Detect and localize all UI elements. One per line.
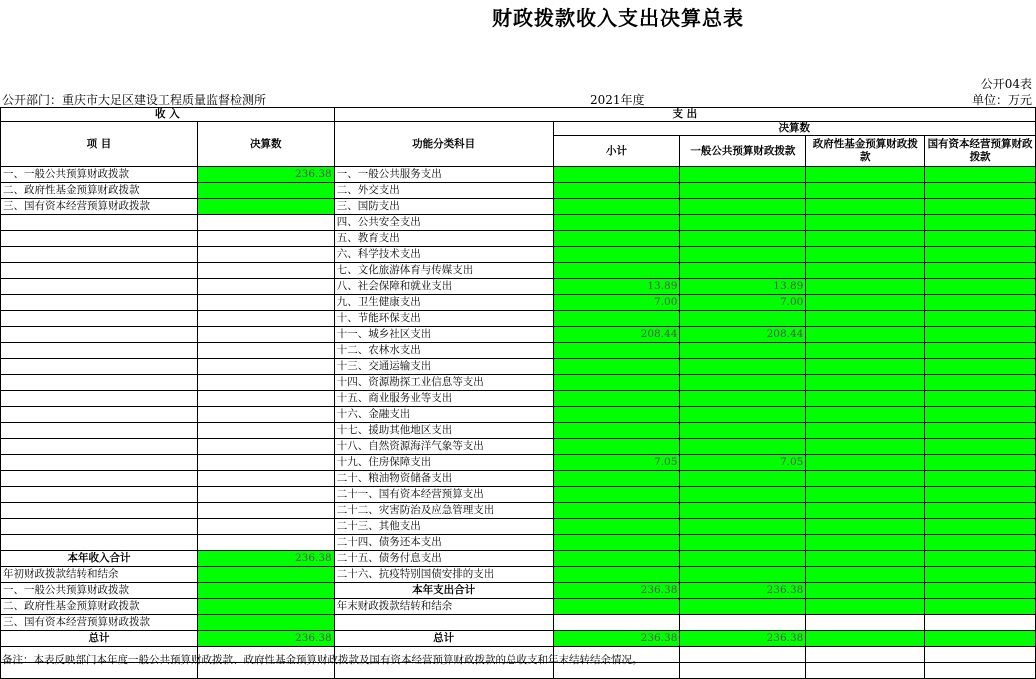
- ending-balance-label: 年末财政拨款结转和结余: [334, 599, 553, 615]
- expense-state-capital: [925, 519, 1036, 535]
- beginning-balance-label: 年初财政拨款结转和结余: [1, 567, 198, 583]
- expense-total-label: 本年支出合计: [334, 583, 553, 599]
- income-empty: [197, 471, 334, 487]
- income-empty: [1, 423, 198, 439]
- expense-state-capital: [925, 567, 1036, 583]
- expense-general: [680, 391, 806, 407]
- expense-gov-fund: [806, 327, 925, 343]
- income-empty: [1, 311, 198, 327]
- budget-table: [0, 107, 1036, 679]
- expense-subtotal: [553, 311, 680, 327]
- expense-empty: [680, 647, 806, 663]
- income-empty: [1, 503, 198, 519]
- expense-state-capital: [925, 471, 1036, 487]
- state-capital-header: 国有资本经营预算财政拨款: [925, 136, 1036, 167]
- beginning-amount: [197, 583, 334, 599]
- table-row: [1, 311, 1036, 327]
- income-empty: [1, 231, 198, 247]
- expense-subtotal: [553, 567, 680, 583]
- expense-empty: [553, 615, 680, 631]
- expense-general: [680, 487, 806, 503]
- expense-category: 五、教育支出: [334, 231, 553, 247]
- grand-total-expense-label: 总计: [334, 631, 553, 647]
- expense-subtotal: 13.89: [553, 279, 680, 295]
- expense-subtotal: [553, 343, 680, 359]
- expense-category: 十、节能环保支出: [334, 311, 553, 327]
- expense-general: [680, 439, 806, 455]
- expense-empty: [806, 647, 925, 663]
- expense-state-capital: [925, 359, 1036, 375]
- beginning-amount: [197, 615, 334, 631]
- expense-state-capital: [925, 455, 1036, 471]
- ending-subtotal: [553, 599, 680, 615]
- expense-state-capital: [925, 247, 1036, 263]
- expense-total-general: 236.38: [680, 583, 806, 599]
- expense-category: 十七、援助其他地区支出: [334, 423, 553, 439]
- income-empty: [1, 375, 198, 391]
- income-amount: [197, 183, 334, 199]
- expense-state-capital: [925, 327, 1036, 343]
- expense-category: 十二、农林水支出: [334, 343, 553, 359]
- expense-state-capital: [925, 487, 1036, 503]
- income-empty: [197, 487, 334, 503]
- report-title: 财政拨款收入支出决算总表: [492, 6, 744, 30]
- expense-general: [680, 311, 806, 327]
- amount-header: 决算数: [197, 122, 334, 167]
- expense-general: [680, 423, 806, 439]
- expense-category: 三、国防支出: [334, 199, 553, 215]
- expense-gov-fund: [806, 199, 925, 215]
- expense-general: [680, 519, 806, 535]
- expense-state-capital: [925, 551, 1036, 567]
- table-row: [1, 167, 1036, 183]
- expense-subtotal: [553, 391, 680, 407]
- income-empty: [197, 407, 334, 423]
- expense-general: [680, 183, 806, 199]
- expense-category: 二十六、抗疫特别国债安排的支出: [334, 567, 553, 583]
- expense-category: 二十五、债务付息支出: [334, 551, 553, 567]
- expense-empty: [680, 615, 806, 631]
- expense-subtotal: 208.44: [553, 327, 680, 343]
- expense-subtotal: [553, 471, 680, 487]
- expense-state-capital: [925, 423, 1036, 439]
- footnote: 备注：本表反映部门本年度一般公共预算财政拨款、政府性基金预算财政拨款及国有资本经营预算财政拨款的总收支和年末结转结余情况。: [2, 654, 643, 666]
- expense-state-capital: [925, 199, 1036, 215]
- expense-general: 7.00: [680, 295, 806, 311]
- expense-gov-fund: [806, 423, 925, 439]
- expense-gov-fund: [806, 503, 925, 519]
- income-item: 一、一般公共预算财政拨款: [1, 167, 198, 183]
- expense-category: 十六、金融支出: [334, 407, 553, 423]
- income-empty: [1, 391, 198, 407]
- table-row: [1, 183, 1036, 199]
- expense-gov-fund: [806, 375, 925, 391]
- income-item: 三、国有资本经营预算财政拨款: [1, 199, 198, 215]
- expense-general: [680, 215, 806, 231]
- grand-total-general: 236.38: [680, 631, 806, 647]
- income-empty: [1, 247, 198, 263]
- grand-total-gov-fund: [806, 631, 925, 647]
- income-total-label: 本年收入合计: [1, 551, 198, 567]
- income-empty: [197, 423, 334, 439]
- table-row: [1, 359, 1036, 375]
- subtotal-header: 小计: [553, 136, 680, 167]
- income-empty: [1, 535, 198, 551]
- income-empty: [197, 327, 334, 343]
- expense-general: [680, 247, 806, 263]
- expense-category: 二十、粮油物资储备支出: [334, 471, 553, 487]
- income-empty: [1, 215, 198, 231]
- expense-category: 二十二、灾害防治及应急管理支出: [334, 503, 553, 519]
- ending-state-capital: [925, 599, 1036, 615]
- expense-category: 一、一般公共服务支出: [334, 167, 553, 183]
- expense-gov-fund: [806, 391, 925, 407]
- income-empty: [1, 407, 198, 423]
- expense-subtotal: 7.00: [553, 295, 680, 311]
- table-row: [1, 535, 1036, 551]
- expense-general: [680, 375, 806, 391]
- income-empty: [197, 311, 334, 327]
- expense-total-gov-fund: [806, 583, 925, 599]
- expense-gov-fund: [806, 359, 925, 375]
- income-empty: [197, 535, 334, 551]
- unit-label: 单位：万元: [971, 93, 1032, 107]
- grand-total-state-capital: [925, 631, 1036, 647]
- expense-subtotal: [553, 519, 680, 535]
- table-row: [1, 471, 1036, 487]
- table-row: [1, 439, 1036, 455]
- expense-gov-fund: [806, 535, 925, 551]
- expense-subtotal: [553, 423, 680, 439]
- expense-category: 十四、资源勘探工业信息等支出: [334, 375, 553, 391]
- expense-subtotal: [553, 263, 680, 279]
- expense-category: 二十四、债务还本支出: [334, 535, 553, 551]
- expense-subtotal: [553, 551, 680, 567]
- income-amount: 236.38: [197, 167, 334, 183]
- table-row: [1, 551, 1036, 567]
- income-empty: [197, 391, 334, 407]
- expense-state-capital: [925, 375, 1036, 391]
- expense-gov-fund: [806, 263, 925, 279]
- income-item: 二、政府性基金预算财政拨款: [1, 183, 198, 199]
- income-empty: [1, 471, 198, 487]
- table-row: [1, 615, 1036, 631]
- expense-category: 九、卫生健康支出: [334, 295, 553, 311]
- expense-category: 十九、住房保障支出: [334, 455, 553, 471]
- expense-gov-fund: [806, 487, 925, 503]
- income-empty: [197, 455, 334, 471]
- table-row: [1, 423, 1036, 439]
- grand-total-label: 总计: [1, 631, 198, 647]
- income-empty: [1, 455, 198, 471]
- table-row: [1, 231, 1036, 247]
- income-empty: [197, 359, 334, 375]
- table-row: [1, 583, 1036, 599]
- expense-subtotal: [553, 359, 680, 375]
- expense-subtotal: [553, 231, 680, 247]
- income-empty: [197, 247, 334, 263]
- expense-gov-fund: [806, 311, 925, 327]
- expense-gov-fund: [806, 439, 925, 455]
- income-empty: [197, 295, 334, 311]
- expense-general: 208.44: [680, 327, 806, 343]
- expense-gov-fund: [806, 215, 925, 231]
- expense-subtotal: [553, 439, 680, 455]
- income-empty: [1, 263, 198, 279]
- expense-subtotal: [553, 535, 680, 551]
- expense-subtotal: [553, 407, 680, 423]
- expense-gov-fund: [806, 231, 925, 247]
- table-row: [1, 247, 1036, 263]
- expense-category: 二十三、其他支出: [334, 519, 553, 535]
- expense-header: 支 出: [334, 108, 1035, 122]
- beginning-item: 三、国有资本经营预算财政拨款: [1, 615, 198, 631]
- expense-gov-fund: [806, 343, 925, 359]
- expense-empty: [806, 615, 925, 631]
- ending-gov-fund: [806, 599, 925, 615]
- expense-state-capital: [925, 263, 1036, 279]
- table-row: [1, 519, 1036, 535]
- expense-empty: [925, 663, 1036, 679]
- expense-gov-fund: [806, 247, 925, 263]
- expense-gov-fund: [806, 279, 925, 295]
- income-total-amount: 236.38: [197, 551, 334, 567]
- table-row: [1, 215, 1036, 231]
- expense-category: 十五、商业服务业等支出: [334, 391, 553, 407]
- expense-category: 二、外交支出: [334, 183, 553, 199]
- income-empty: [1, 279, 198, 295]
- expense-category: 八、社会保障和就业支出: [334, 279, 553, 295]
- year-label: 2021年度: [590, 93, 645, 107]
- expense-general: [680, 359, 806, 375]
- table-row: [1, 455, 1036, 471]
- income-empty: [197, 519, 334, 535]
- expense-subtotal: [553, 503, 680, 519]
- expense-gov-fund: [806, 471, 925, 487]
- expense-general: [680, 551, 806, 567]
- expense-general: [680, 535, 806, 551]
- expense-gov-fund: [806, 567, 925, 583]
- expense-general: [680, 567, 806, 583]
- grand-total-subtotal: 236.38: [553, 631, 680, 647]
- sheet-code: 公开04表: [980, 77, 1032, 91]
- expense-empty: [680, 663, 806, 679]
- table-row: [1, 375, 1036, 391]
- income-empty: [1, 359, 198, 375]
- expense-empty: [806, 663, 925, 679]
- income-empty: [1, 327, 198, 343]
- income-empty: [197, 343, 334, 359]
- expense-general: [680, 167, 806, 183]
- expense-state-capital: [925, 231, 1036, 247]
- func-category-header: 功能分类科目: [334, 122, 553, 167]
- expense-general: [680, 407, 806, 423]
- income-empty: [197, 439, 334, 455]
- expense-category: 十八、自然资源海洋气象等支出: [334, 439, 553, 455]
- income-empty: [197, 263, 334, 279]
- beginning-item: 一、一般公共预算财政拨款: [1, 583, 198, 599]
- expense-category: 七、文化旅游体育与传媒支出: [334, 263, 553, 279]
- income-empty: [1, 439, 198, 455]
- beginning-balance-amount: [197, 567, 334, 583]
- expense-general: [680, 343, 806, 359]
- expense-state-capital: [925, 215, 1036, 231]
- expense-category: 四、公共安全支出: [334, 215, 553, 231]
- expense-gov-fund: [806, 551, 925, 567]
- expense-general: [680, 199, 806, 215]
- expense-gov-fund: [806, 295, 925, 311]
- income-header: 收 入: [1, 108, 335, 122]
- expense-subtotal: [553, 199, 680, 215]
- expense-gov-fund: [806, 455, 925, 471]
- item-header: 项 目: [1, 122, 198, 167]
- ending-general: [680, 599, 806, 615]
- expense-gov-fund: [806, 407, 925, 423]
- beginning-item: 二、政府性基金预算财政拨款: [1, 599, 198, 615]
- table-row: [1, 567, 1036, 583]
- income-empty: [197, 231, 334, 247]
- gov-fund-header: 政府性基金预算财政拨款: [806, 136, 925, 167]
- expense-general: [680, 503, 806, 519]
- expense-state-capital: [925, 535, 1036, 551]
- table-row: [1, 295, 1036, 311]
- expense-subtotal: [553, 375, 680, 391]
- expense-gov-fund: [806, 167, 925, 183]
- expense-general: [680, 263, 806, 279]
- expense-state-capital: [925, 167, 1036, 183]
- grand-total-income: 236.38: [197, 631, 334, 647]
- expense-state-capital: [925, 439, 1036, 455]
- general-budget-header: 一般公共预算财政拨款: [680, 136, 806, 167]
- expense-total-subtotal: 236.38: [553, 583, 680, 599]
- expense-state-capital: [925, 407, 1036, 423]
- income-empty: [197, 375, 334, 391]
- income-empty: [197, 503, 334, 519]
- expense-subtotal: [553, 247, 680, 263]
- expense-state-capital: [925, 311, 1036, 327]
- table-row: [1, 487, 1036, 503]
- expense-general: [680, 231, 806, 247]
- table-row: [1, 279, 1036, 295]
- income-empty: [197, 215, 334, 231]
- table-row: [1, 503, 1036, 519]
- expense-category: 六、科学技术支出: [334, 247, 553, 263]
- table-row: [1, 391, 1036, 407]
- expense-category: 十三、交通运输支出: [334, 359, 553, 375]
- beginning-amount: [197, 599, 334, 615]
- expense-state-capital: [925, 343, 1036, 359]
- table-row: [1, 599, 1036, 615]
- income-empty: [1, 295, 198, 311]
- expense-general: 7.05: [680, 455, 806, 471]
- table-row: [1, 343, 1036, 359]
- income-empty: [1, 519, 198, 535]
- expense-general: 13.89: [680, 279, 806, 295]
- income-empty: [1, 343, 198, 359]
- expense-state-capital: [925, 279, 1036, 295]
- expense-state-capital: [925, 503, 1036, 519]
- table-row: [1, 407, 1036, 423]
- expense-subtotal: [553, 183, 680, 199]
- final-amount-header: 决算数: [553, 122, 1035, 136]
- table-row: [1, 631, 1036, 647]
- department-label: 公开部门：重庆市大足区建设工程质量监督检测所: [2, 93, 267, 107]
- income-amount: [197, 199, 334, 215]
- expense-state-capital: [925, 183, 1036, 199]
- expense-subtotal: [553, 487, 680, 503]
- table-row: [1, 263, 1036, 279]
- expense-subtotal: [553, 215, 680, 231]
- income-empty: [197, 279, 334, 295]
- expense-category: 十一、城乡社区支出: [334, 327, 553, 343]
- income-empty: [1, 487, 198, 503]
- expense-gov-fund: [806, 519, 925, 535]
- expense-total-state-capital: [925, 583, 1036, 599]
- expense-subtotal: 7.05: [553, 455, 680, 471]
- expense-subtotal: [553, 167, 680, 183]
- expense-gov-fund: [806, 183, 925, 199]
- expense-empty: [925, 647, 1036, 663]
- expense-state-capital: [925, 391, 1036, 407]
- expense-general: [680, 471, 806, 487]
- expense-empty: [334, 615, 553, 631]
- table-row: [1, 199, 1036, 215]
- table-row: [1, 327, 1036, 343]
- expense-category: 二十一、国有资本经营预算支出: [334, 487, 553, 503]
- expense-state-capital: [925, 295, 1036, 311]
- expense-empty: [925, 615, 1036, 631]
